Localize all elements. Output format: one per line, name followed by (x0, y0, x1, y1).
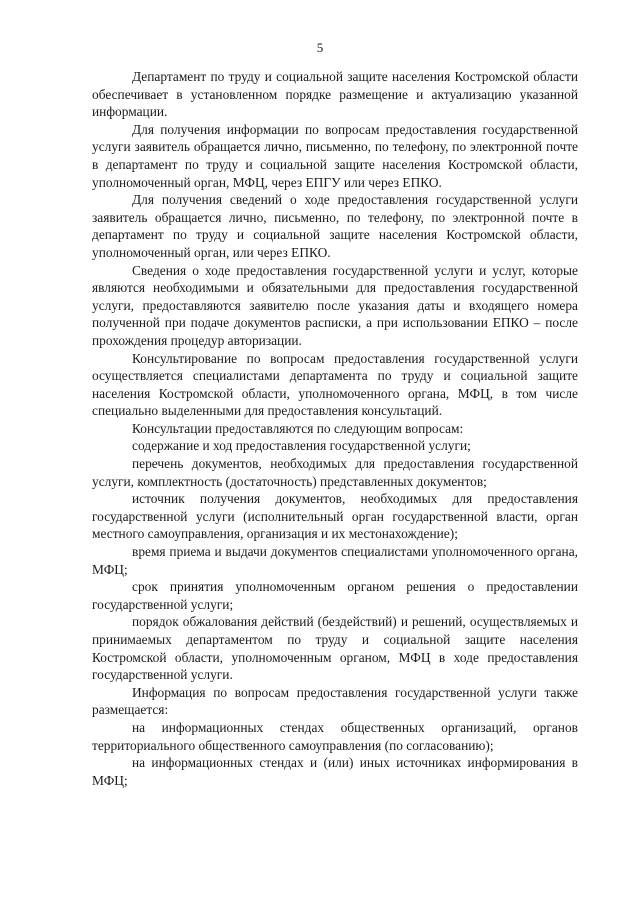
paragraph-progress-request-channels: Для получения сведений о ходе предоставления государственной услуги заявитель обращается лично, письменно, по телефону, по электронной почте в департамент по труду и социальной защите населения Костромской области, уполномоченный орган, или через ЕПКО. (92, 192, 578, 260)
list-item-document-list: перечень документов, необходимых для предоставления государственной услуги, комплектность (достаточность) представленных документов; (92, 456, 578, 489)
paragraph-consulting-providers: Консультирование по вопросам предоставления государственной услуги осуществляется специалистами департамента по труду и социальной защите населения Костромской области, уполномоченного органа, МФЦ, в том числе специально выделенными для предоставления консультаций. (92, 350, 578, 419)
list-item-mfc-stands: на информационных стендах и (или) иных источниках информирования в МФЦ; (92, 755, 578, 788)
list-item-service-progress: содержание и ход предоставления государственной услуги; (132, 438, 471, 454)
document-body (92, 68, 578, 789)
page-number: 5 (316, 40, 324, 55)
paragraph-publication-duty: Департамент по труду и социальной защите населения Костромской области обеспечивает в установленном порядке размещение и актуализацию указанной информации. (92, 69, 578, 120)
list-item-document-sources: источник получения документов, необходимых для предоставления государственной услуги (исполнительный орган государственной власти, орган местного самоуправления, организация и их местонахождение); (92, 491, 578, 542)
paragraph-placement-intro: Информация по вопросам предоставления государственной услуги также размещается: (92, 684, 578, 718)
list-item-appeal-procedure: порядок обжалования действий (бездействий) и решений, осуществляемых и принимаемых департаментом по труду и социальной защите населения Костромской области, уполномоченным органом, МФЦ в ходе предоставления государственной услуги. (92, 614, 578, 683)
paragraph-consultation-topics-intro: Консультации предоставляются по следующим вопросам: (132, 420, 464, 436)
paragraph-info-request-channels: Для получения информации по вопросам предоставления государственной услуги заявитель обращается лично, письменно, по телефону, по электронной почте в департамент по труду и социальной защите населения Костромской области, уполномоченный орган, МФЦ, через ЕПГУ или через ЕПКО. (92, 121, 578, 190)
paragraph-progress-information: Сведения о ходе предоставления государственной услуги и услуг, которые являются необходимыми и обязательными для предоставления государственной услуги, предоставляются заявителю после указания даты и входящего номера полученной при подаче документов расписки, а при использовании ЕПКО – после прохождения процедур авторизации. (92, 262, 578, 348)
list-item-decision-deadline: срок принятия уполномоченным органом решения о предоставлении государственной услуги; (92, 579, 578, 612)
list-item-public-organization-stands: на информационных стендах общественных организаций, органов территориального общественного самоуправления (по согласованию); (92, 719, 578, 753)
list-item-reception-hours: время приема и выдачи документов специалистами уполномоченного органа, МФЦ; (92, 544, 578, 577)
